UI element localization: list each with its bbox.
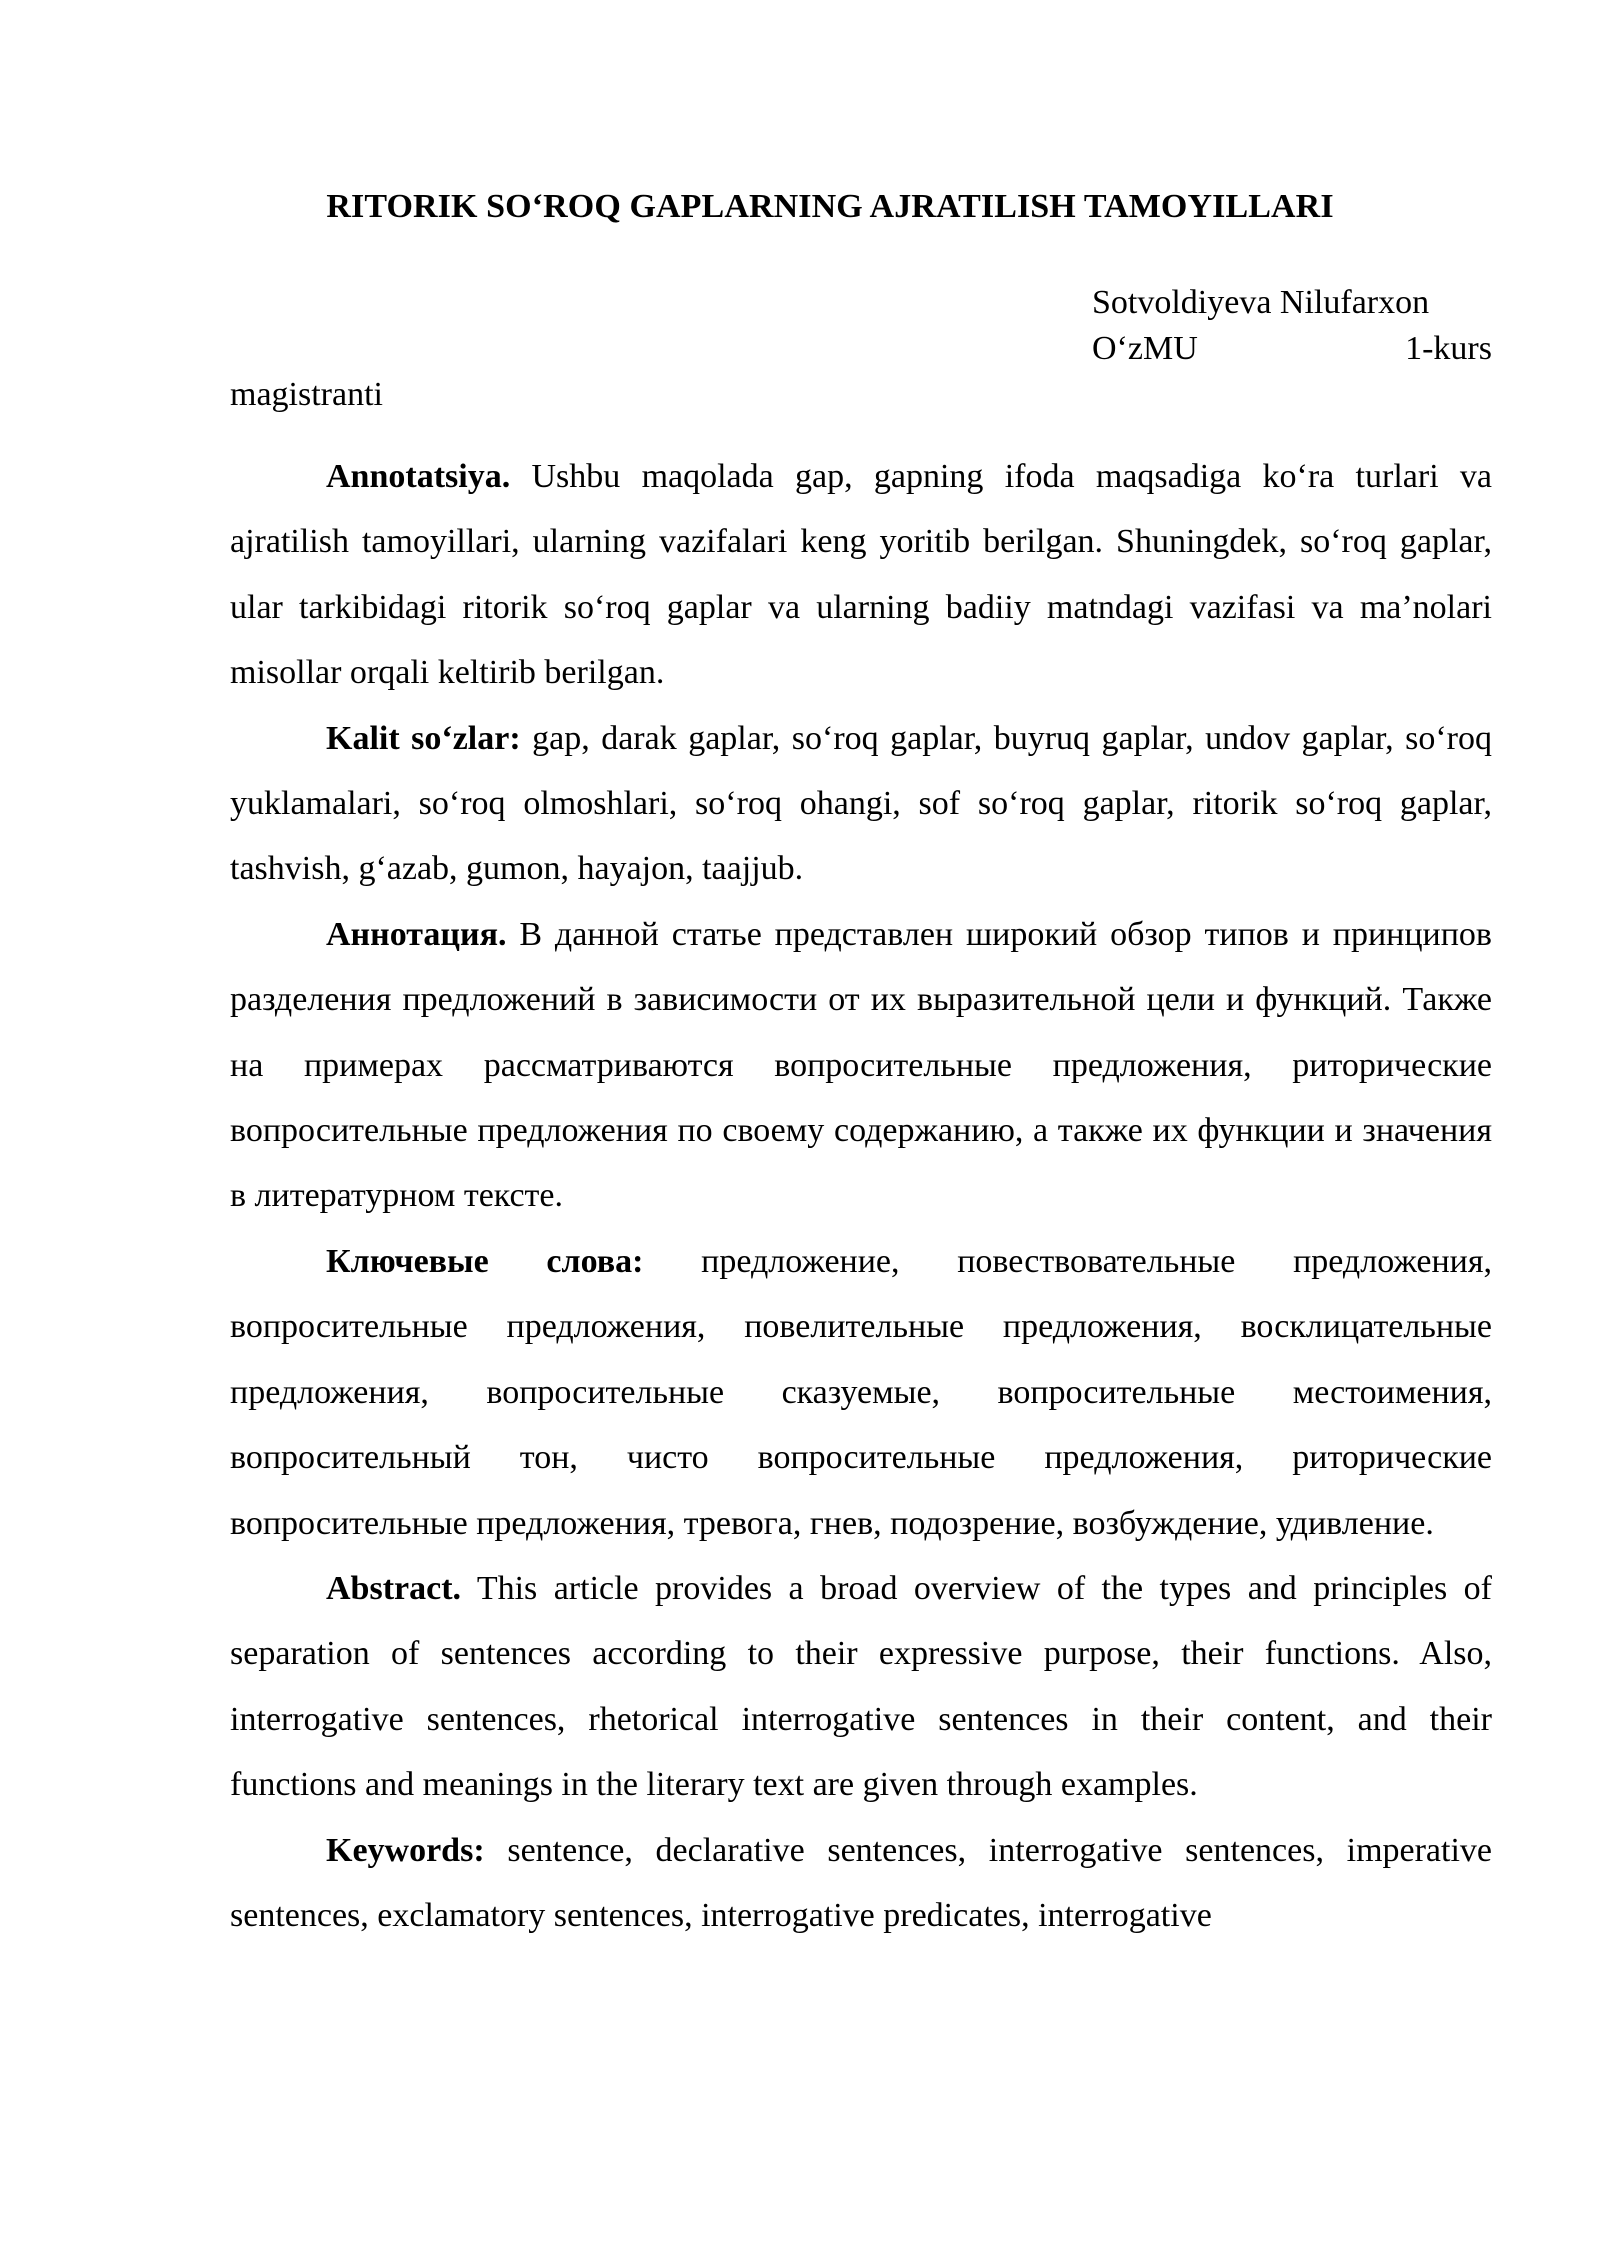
keywords-en-text: sentence, declarative sentences, interrogative sentences, imperative sentences, exclamatory sentences, interrogative predicates, interrogative bbox=[230, 1831, 1492, 1934]
author-position: magistranti bbox=[230, 376, 383, 413]
author-block bbox=[230, 280, 1492, 418]
keywords-ru-text: предложение, повествовательные предложения, вопросительные предложения, повелительные предложения, восклицательные предложения, вопросительные сказуемые, вопросительные местоимения, вопросительный тон, чисто вопросительные предложения, риторические вопросительные предложения, тревога, гнев, подозрение, возбуждение, удивление. bbox=[230, 1242, 1493, 1542]
paper-title: RITORIK SO‘ROQ GAPLARNING AJRATILISH TAMOYILLARI bbox=[326, 188, 1334, 225]
abstract-en-heading: Abstract. bbox=[326, 1569, 462, 1607]
keywords-en-paragraph bbox=[230, 1818, 1492, 1949]
keywords-ru-heading: Ключевые слова: bbox=[326, 1242, 644, 1280]
annotation-ru-text: В данной статье представлен широкий обзор типов и принципов разделения предложений в зависимости от их выразительной цели и функций. Также на примерах рассматриваются вопросительные предложения, риторические вопросительные предложения по своему содержанию, а также их функции и значения в литературном тексте. bbox=[230, 915, 1492, 1215]
annotation-uz-paragraph bbox=[230, 444, 1492, 706]
annotation-uz-text: Ushbu maqolada gap, gapning ifoda maqsadiga ko‘ra turlari va ajratilish tamoyillari, ularning vazifalari keng yoritib berilgan. Shuningdek, so‘roq gaplar, ular tarkibidagi ritorik so‘roq gaplar va ularning badiiy matndagi vazifasi va ma’nolari misollar orqali keltirib berilgan. bbox=[230, 458, 1493, 692]
document-body bbox=[230, 444, 1492, 1948]
author-affiliation-line bbox=[1092, 326, 1492, 372]
keywords-uz-paragraph bbox=[230, 706, 1492, 902]
annotation-ru-heading: Аннотация. bbox=[326, 915, 507, 953]
keywords-en-heading: Keywords: bbox=[326, 1831, 485, 1869]
author-course: 1-kurs bbox=[1405, 330, 1492, 367]
keywords-uz-text: gap, darak gaplar, so‘roq gaplar, buyruq gaplar, undov gaplar, so‘roq yuklamalari, so‘roq olmoshlari, so‘roq ohangi, sof so‘roq gaplar, ritorik so‘roq gaplar, tashvish, g‘azab, gumon, hayajon, taajjub. bbox=[230, 719, 1492, 888]
abstract-en-paragraph bbox=[230, 1556, 1492, 1818]
annotation-ru-paragraph bbox=[230, 902, 1492, 1229]
annotation-uz-heading: Annotatsiya. bbox=[326, 458, 511, 495]
keywords-uz-heading: Kalit so‘zlar: bbox=[326, 719, 521, 757]
author-university: O‘zMU bbox=[1092, 330, 1198, 367]
abstract-en-text: This article provides a broad overview of the types and principles of separation of sentences according to their expressive purpose, their functions. Also, interrogative sentences, rhetorical interrogative sentences in their content, and their functions and meanings in the literary text are given through examples. bbox=[230, 1569, 1493, 1804]
keywords-ru-paragraph bbox=[230, 1229, 1492, 1556]
author-name: Sotvoldiyeva Nilufarxon bbox=[1092, 284, 1430, 321]
